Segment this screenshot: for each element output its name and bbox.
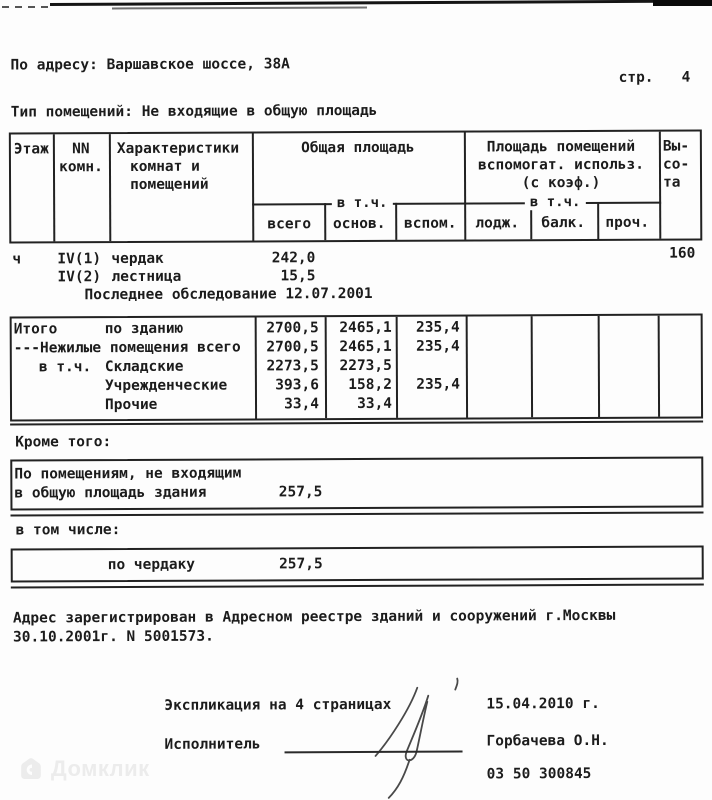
main-area-value: 2273,5 [339, 357, 392, 375]
registration-line1: Адрес зарегистрирован в Адресном реестре зданий и сооружений г.Москвы [12, 607, 616, 627]
column-divider [464, 133, 466, 240]
col-characteristics-2: комнат и [129, 158, 200, 176]
area-value: 242,0 [271, 250, 316, 267]
executor-code: 03 50 300845 [486, 765, 592, 783]
subcol-other: проч. [605, 214, 650, 231]
column-divider [53, 134, 55, 241]
subcolumn-divider [597, 202, 599, 239]
including-box [11, 546, 704, 583]
subcol-balcony: балк. [541, 215, 586, 232]
besides-line1: По помещениям, не входящим [14, 465, 242, 483]
double-rule [11, 584, 704, 589]
summary-row-label: Учрежденческие [104, 377, 228, 395]
aux-area-value: 235,4 [416, 376, 460, 393]
page-label: стр. [618, 69, 654, 86]
summary-row-label: ---Нежилые помещения всего [13, 339, 241, 357]
column-divider [658, 316, 660, 417]
including-label: в том числе: [15, 522, 121, 539]
column-divider [252, 133, 254, 240]
watermark [18, 756, 150, 782]
subcolumn-divider [324, 203, 326, 240]
col-height-1: Вы- [662, 138, 690, 155]
summary-table [10, 314, 703, 422]
besides-line2: в общую площадь здания [14, 484, 207, 502]
summary-row-label: по зданию [104, 320, 184, 338]
executor-label: Исполнитель [164, 736, 261, 753]
registration-line2: 30.10.2001г. N 5001573. [12, 628, 214, 646]
main-area-value: 2465,1 [339, 319, 392, 337]
area-value: 15,5 [280, 268, 316, 285]
executor-name: Горбачева О.Н. [486, 732, 609, 750]
col-height-2: со- [662, 156, 690, 173]
main-area-value: 2465,1 [339, 338, 392, 356]
main-area-value: 33,4 [357, 395, 393, 413]
house-icon [18, 756, 44, 782]
col-aux-area-3: (с коэф.) [521, 174, 601, 192]
col-height-3: та [663, 174, 681, 191]
subcolumn-divider [395, 203, 397, 240]
col-characteristics-1: Характеристики [116, 140, 240, 158]
column-divider [531, 316, 533, 417]
watermark-text: Домклик [51, 756, 150, 781]
explication-header-table [9, 130, 702, 244]
besides-value: 257,5 [278, 484, 323, 501]
date-value: 15.04.2010 г. [486, 695, 600, 713]
room-number: IV(2) [57, 269, 102, 286]
total-area-value: 33,4 [284, 396, 320, 413]
total-area-value: 393,6 [275, 377, 319, 394]
vtch-label-2: в т.ч. [525, 194, 586, 210]
room-name: чердак [111, 250, 164, 268]
col-aux-area-2: вспомогат. использ. [478, 156, 644, 174]
col-room-number-1: NN [72, 141, 90, 158]
subcol-aux: вспом. [404, 215, 457, 232]
column-divider [598, 316, 600, 417]
handwritten-signature [331, 662, 472, 800]
room-number: IV(1) [57, 251, 102, 268]
including-item: по чердаку [107, 556, 196, 574]
subcol-main: основ. [333, 215, 386, 233]
double-rule [10, 421, 703, 426]
explication-note: Экспликация на 4 страницах [164, 696, 392, 714]
summary-row-label: Прочие [104, 396, 158, 414]
summary-row-label: Складские [104, 358, 184, 376]
including-value: 257,5 [279, 556, 323, 573]
floor-code: ч [12, 251, 22, 268]
total-area-value: 2700,5 [266, 339, 319, 356]
total-area-value: 2273,5 [266, 358, 319, 375]
column-divider [466, 317, 468, 418]
summary-row-label: в т.ч. [38, 359, 92, 376]
col-floor: Этаж [13, 141, 49, 158]
double-rule [10, 512, 703, 517]
aux-area-value: 235,4 [415, 319, 460, 336]
vtch-label-1: в т.ч. [332, 195, 393, 211]
besides-label: Кроме того: [15, 434, 112, 451]
address-line: По адресу: Варшавское шоссе, 38А [10, 56, 290, 74]
page-number: 4 [681, 69, 691, 86]
survey-note: Последнее обследование 12.07.2001 [84, 285, 373, 304]
besides-box [10, 457, 703, 511]
height-value: 160 [669, 245, 696, 262]
type-line: Тип помещений: Не входящие в общую площадь [10, 102, 378, 121]
column-divider [659, 132, 661, 239]
summary-row-label: Итого [13, 321, 58, 338]
total-area-value: 2700,5 [266, 320, 319, 337]
subcol-total: всего [267, 216, 312, 233]
subcol-loggia: лодж. [475, 215, 520, 232]
col-characteristics-3: помещений [130, 176, 209, 194]
main-area-value: 158,2 [348, 376, 392, 394]
aux-area-value: 235,4 [416, 338, 460, 355]
column-divider [109, 134, 111, 241]
col-total-area: Общая площадь [301, 139, 415, 157]
subheader-rule [252, 202, 661, 206]
room-name: лестница [111, 268, 182, 286]
col-aux-area-1: Площадь помещений [486, 138, 636, 156]
col-room-number-2: комн. [59, 159, 103, 176]
